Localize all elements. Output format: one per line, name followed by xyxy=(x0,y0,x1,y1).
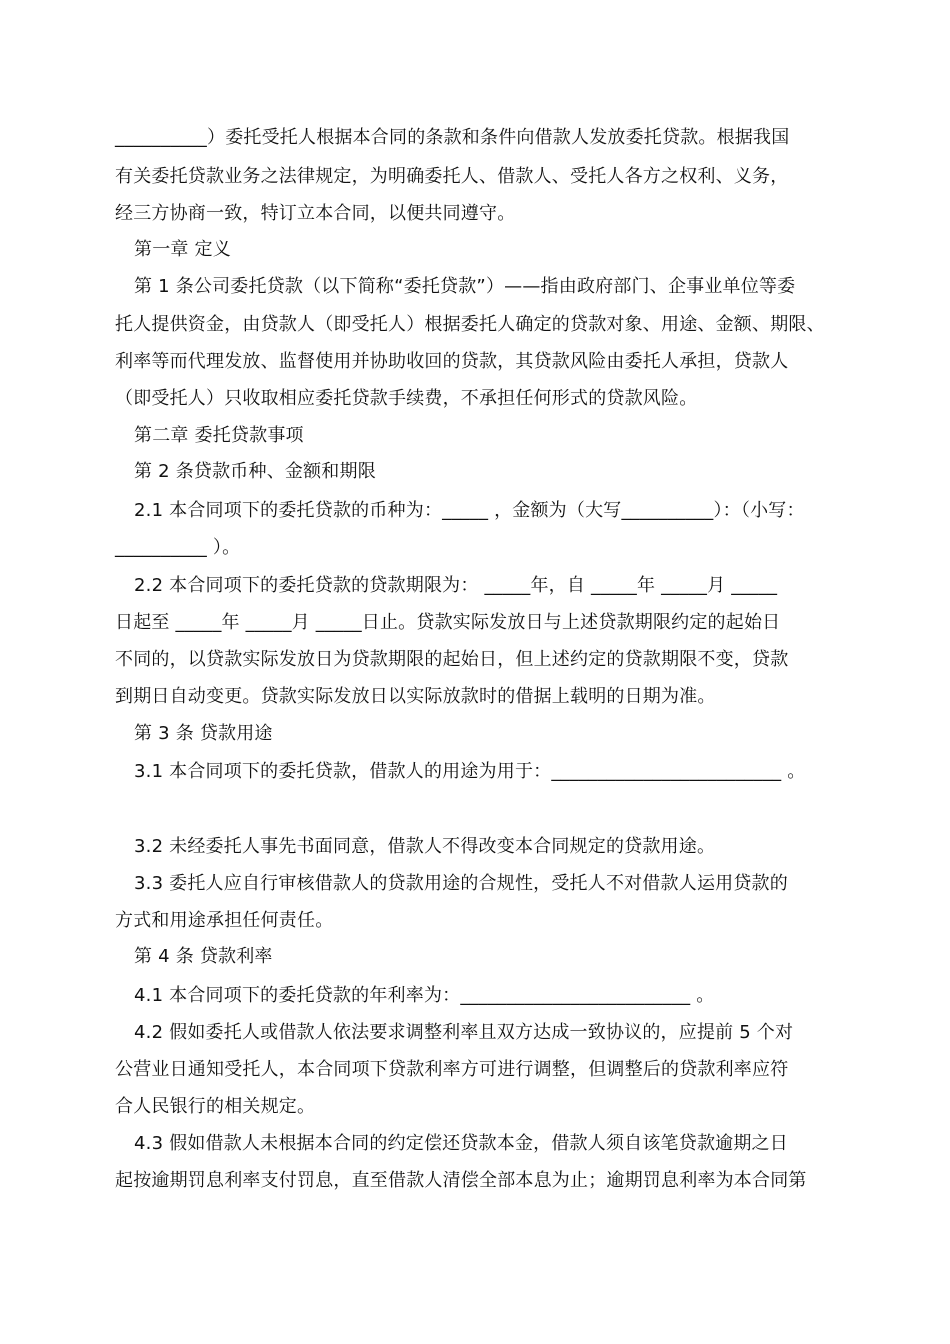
chapter-heading: 第二章 委托贷款事项 xyxy=(134,425,304,446)
paragraph-line: 方式和用途承担任何责任。 xyxy=(115,910,334,931)
clause-line: 4.2 假如委托人或借款人依法要求调整利率且双方达成一致协议的，应提前 5 个对 xyxy=(134,1022,794,1043)
paragraph-line: __________）委托受托人根据本合同的条款和条件向借款人发放委托贷款。根据我国 xyxy=(115,127,790,148)
clause-line: 3.2 未经委托人事先书面同意，借款人不得改变本合同规定的贷款用途。 xyxy=(134,836,716,857)
clause-line: 4.3 假如借款人未根据本合同的约定偿还贷款本金，借款人须自该笔贷款逾期之日 xyxy=(134,1133,788,1154)
chapter-heading: 第一章 定义 xyxy=(134,239,231,260)
paragraph-line: 日起至 _____年 _____月 _____日止。贷款实际发放日与上述贷款期限约定的起始日 xyxy=(115,612,781,633)
paragraph-line: 起按逾期罚息利率支付罚息，直至借款人清偿全部本息为止；逾期罚息利率为本合同第 xyxy=(115,1170,807,1191)
clause-line: 2.2 本合同项下的委托贷款的贷款期限为： _____年，自 _____年 _____月 _____ xyxy=(134,575,778,596)
article-heading: 第 3 条 贷款用途 xyxy=(134,723,273,744)
paragraph-line: __________ ）。 xyxy=(115,537,241,558)
paragraph-line: 合人民银行的相关规定。 xyxy=(115,1096,316,1117)
clause-line: 3.1 本合同项下的委托贷款，借款人的用途为用于：_________________________ 。 xyxy=(134,761,806,782)
paragraph-line: 有关委托贷款业务之法律规定，为明确委托人、借款人、受托人各方之权利、义务， xyxy=(115,166,789,187)
article-line: 第 1 条公司委托贷款（以下简称“委托贷款”）——指由政府部门、企事业单位等委 xyxy=(134,276,796,297)
clause-line: 4.1 本合同项下的委托贷款的年利率为：_________________________ 。 xyxy=(134,985,715,1006)
paragraph-line: 托人提供资金，由贷款人（即受托人）根据委托人确定的贷款对象、用途、金额、期限、 xyxy=(115,314,825,335)
paragraph-line: 不同的，以贷款实际发放日为贷款期限的起始日，但上述约定的贷款期限不变，贷款 xyxy=(115,649,789,670)
paragraph-line: （即受托人）只收取相应委托贷款手续费，不承担任何形式的贷款风险。 xyxy=(115,388,698,409)
paragraph-line: 利率等而代理发放、监督使用并协助收回的贷款，其贷款风险由委托人承担，贷款人 xyxy=(115,351,789,372)
article-heading: 第 4 条 贷款利率 xyxy=(134,946,273,967)
article-heading: 第 2 条贷款币种、金额和期限 xyxy=(134,461,376,482)
clause-line: 2.1 本合同项下的委托贷款的币种为：_____ ，金额为（大写__________）：（小写： xyxy=(134,500,805,521)
paragraph-line: 公营业日通知受托人，本合同项下贷款利率方可进行调整，但调整后的贷款利率应符 xyxy=(115,1059,789,1080)
paragraph-line: 经三方协商一致，特订立本合同，以便共同遵守。 xyxy=(115,203,516,224)
paragraph-line: 到期日自动变更。贷款实际发放日以实际放款时的借据上载明的日期为准。 xyxy=(115,686,716,707)
clause-line: 3.3 委托人应自行审核借款人的贷款用途的合规性，受托人不对借款人运用贷款的 xyxy=(134,873,788,894)
